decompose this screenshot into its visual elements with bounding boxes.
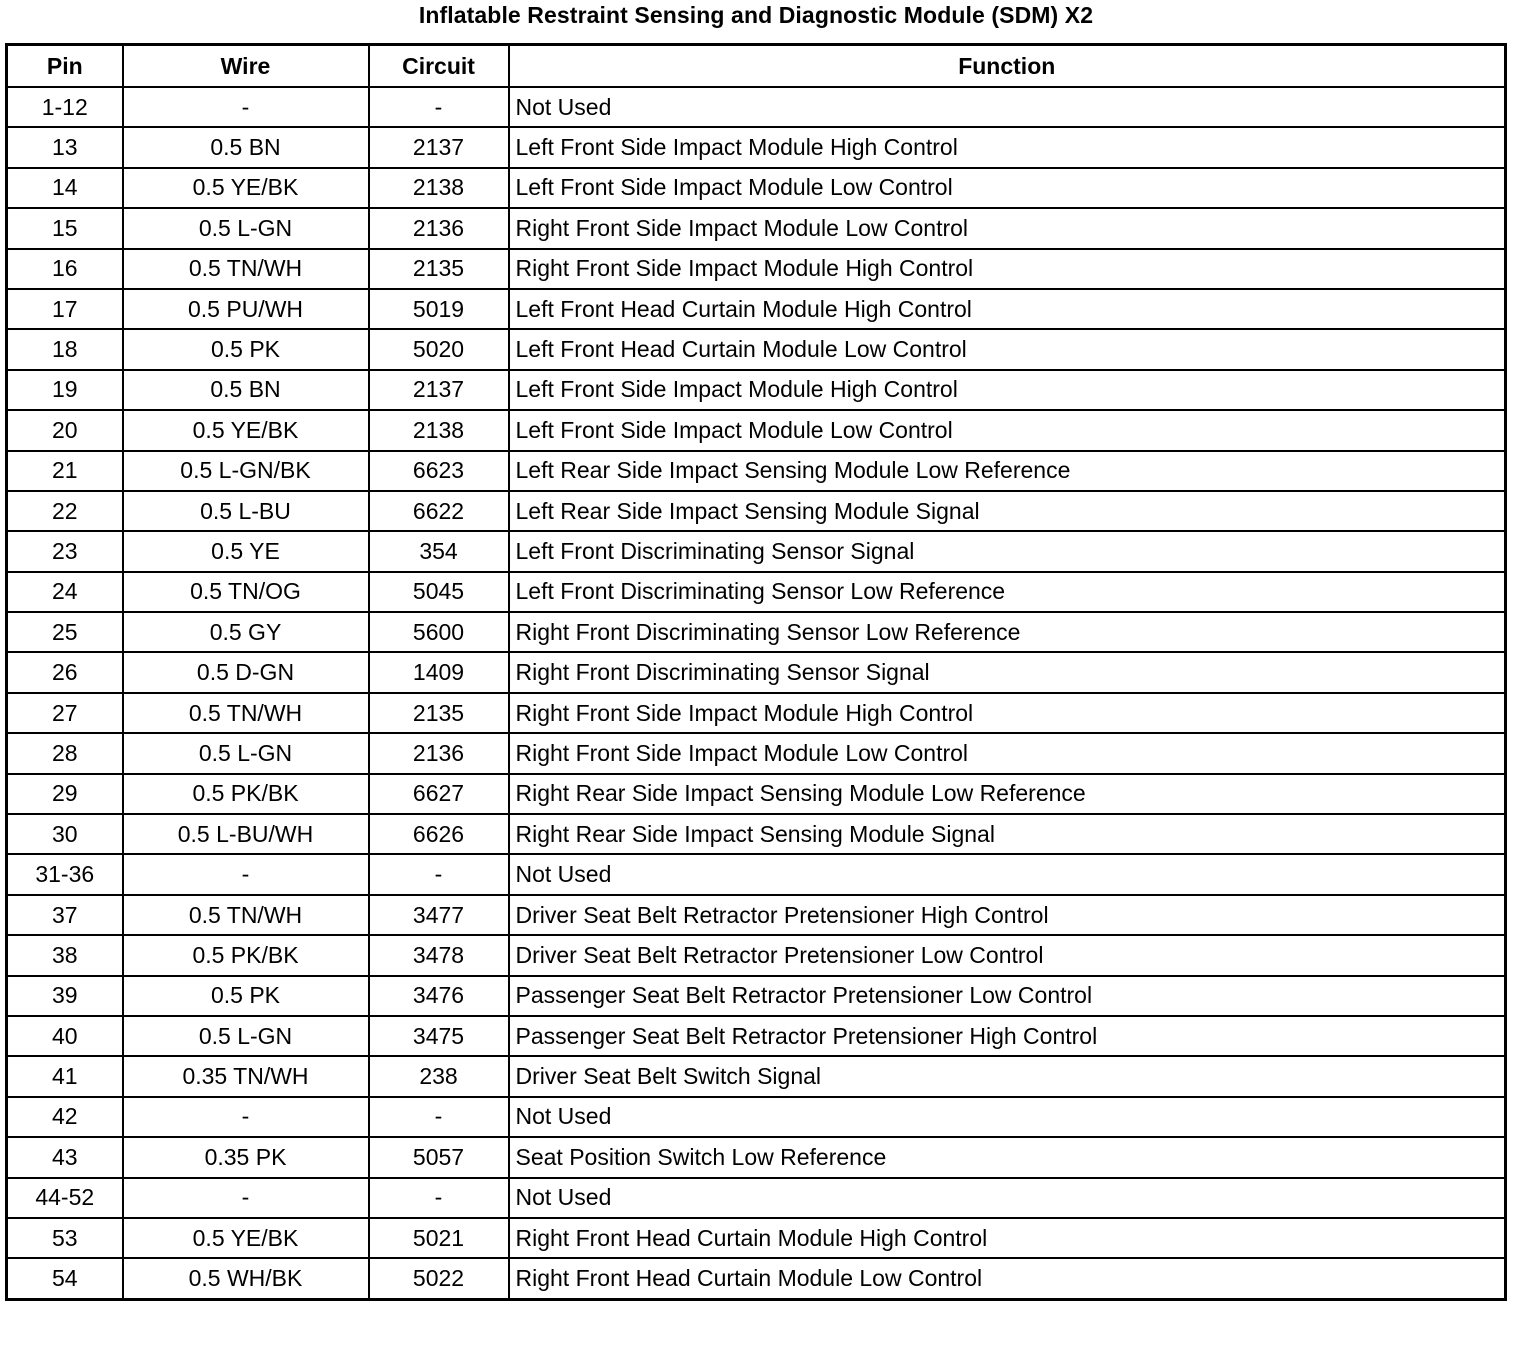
cell-circuit: 1409 bbox=[369, 652, 509, 692]
table-row bbox=[7, 1178, 1506, 1218]
cell-function: Left Front Side Impact Module Low Control bbox=[509, 410, 1506, 450]
cell-wire: 0.5 BN bbox=[123, 370, 369, 410]
table-row bbox=[7, 451, 1506, 491]
cell-wire: 0.5 D-GN bbox=[123, 652, 369, 692]
cell-circuit: 5057 bbox=[369, 1137, 509, 1177]
cell-wire: 0.5 L-GN bbox=[123, 208, 369, 248]
cell-circuit: - bbox=[369, 1178, 509, 1218]
cell-pin: 41 bbox=[7, 1056, 123, 1096]
cell-wire: - bbox=[123, 854, 369, 894]
cell-circuit: 5600 bbox=[369, 612, 509, 652]
cell-function: Passenger Seat Belt Retractor Pretensioner High Control bbox=[509, 1016, 1506, 1056]
cell-wire: 0.5 L-GN/BK bbox=[123, 451, 369, 491]
cell-wire: 0.5 TN/WH bbox=[123, 693, 369, 733]
cell-pin: 25 bbox=[7, 612, 123, 652]
table-row bbox=[7, 854, 1506, 894]
table-row bbox=[7, 572, 1506, 612]
cell-circuit: 2136 bbox=[369, 733, 509, 773]
table-row bbox=[7, 127, 1506, 167]
header-pin: Pin bbox=[7, 45, 123, 88]
table-row bbox=[7, 895, 1506, 935]
cell-circuit: 3475 bbox=[369, 1016, 509, 1056]
cell-function: Right Front Side Impact Module High Control bbox=[509, 249, 1506, 289]
cell-circuit: 2137 bbox=[369, 370, 509, 410]
cell-function: Left Front Head Curtain Module High Control bbox=[509, 289, 1506, 329]
cell-wire: 0.5 YE bbox=[123, 531, 369, 571]
cell-function: Right Front Side Impact Module Low Control bbox=[509, 208, 1506, 248]
table-header bbox=[7, 45, 1506, 88]
cell-pin: 29 bbox=[7, 774, 123, 814]
cell-pin: 20 bbox=[7, 410, 123, 450]
cell-circuit: 5021 bbox=[369, 1218, 509, 1258]
cell-wire: 0.5 YE/BK bbox=[123, 1218, 369, 1258]
cell-circuit: 6626 bbox=[369, 814, 509, 854]
cell-circuit: 3478 bbox=[369, 935, 509, 975]
cell-pin: 18 bbox=[7, 329, 123, 369]
table-row bbox=[7, 168, 1506, 208]
cell-pin: 31-36 bbox=[7, 854, 123, 894]
cell-pin: 13 bbox=[7, 127, 123, 167]
cell-pin: 23 bbox=[7, 531, 123, 571]
cell-wire: 0.5 BN bbox=[123, 127, 369, 167]
cell-wire: 0.5 L-BU/WH bbox=[123, 814, 369, 854]
table-row bbox=[7, 1016, 1506, 1056]
cell-function: Left Front Side Impact Module Low Control bbox=[509, 168, 1506, 208]
cell-wire: 0.5 PU/WH bbox=[123, 289, 369, 329]
cell-function: Right Front Discriminating Sensor Signal bbox=[509, 652, 1506, 692]
table-row bbox=[7, 249, 1506, 289]
cell-wire: 0.5 TN/WH bbox=[123, 895, 369, 935]
cell-wire: 0.5 PK bbox=[123, 329, 369, 369]
cell-circuit: - bbox=[369, 1097, 509, 1137]
cell-pin: 53 bbox=[7, 1218, 123, 1258]
cell-wire: 0.5 L-GN bbox=[123, 1016, 369, 1056]
cell-pin: 28 bbox=[7, 733, 123, 773]
cell-function: Right Front Side Impact Module High Control bbox=[509, 693, 1506, 733]
cell-wire: 0.5 YE/BK bbox=[123, 410, 369, 450]
cell-function: Right Rear Side Impact Sensing Module Low Reference bbox=[509, 774, 1506, 814]
cell-pin: 17 bbox=[7, 289, 123, 329]
cell-wire: 0.5 TN/OG bbox=[123, 572, 369, 612]
cell-pin: 16 bbox=[7, 249, 123, 289]
table-row bbox=[7, 733, 1506, 773]
cell-wire: 0.5 PK/BK bbox=[123, 774, 369, 814]
table-row bbox=[7, 370, 1506, 410]
cell-wire: - bbox=[123, 87, 369, 127]
cell-circuit: 2136 bbox=[369, 208, 509, 248]
cell-pin: 42 bbox=[7, 1097, 123, 1137]
cell-wire: 0.5 TN/WH bbox=[123, 249, 369, 289]
cell-circuit: 5019 bbox=[369, 289, 509, 329]
table-body bbox=[7, 87, 1506, 1299]
cell-pin: 40 bbox=[7, 1016, 123, 1056]
table-row bbox=[7, 935, 1506, 975]
header-wire: Wire bbox=[123, 45, 369, 88]
cell-pin: 15 bbox=[7, 208, 123, 248]
cell-function: Left Front Side Impact Module High Control bbox=[509, 370, 1506, 410]
cell-circuit: 2138 bbox=[369, 410, 509, 450]
cell-function: Driver Seat Belt Switch Signal bbox=[509, 1056, 1506, 1096]
cell-circuit: 6623 bbox=[369, 451, 509, 491]
table-row bbox=[7, 1258, 1506, 1299]
page-title: Inflatable Restraint Sensing and Diagnostic Module (SDM) X2 bbox=[418, 2, 1094, 28]
cell-function: Right Front Discriminating Sensor Low Reference bbox=[509, 612, 1506, 652]
table-row bbox=[7, 1218, 1506, 1258]
table-row bbox=[7, 410, 1506, 450]
cell-wire: 0.5 PK bbox=[123, 976, 369, 1016]
cell-function: Driver Seat Belt Retractor Pretensioner Low Control bbox=[509, 935, 1506, 975]
cell-wire: - bbox=[123, 1097, 369, 1137]
cell-function: Not Used bbox=[509, 1178, 1506, 1218]
cell-circuit: 6627 bbox=[369, 774, 509, 814]
cell-function: Left Front Discriminating Sensor Signal bbox=[509, 531, 1506, 571]
table-row bbox=[7, 531, 1506, 571]
cell-circuit: 5045 bbox=[369, 572, 509, 612]
cell-pin: 30 bbox=[7, 814, 123, 854]
cell-circuit: 6622 bbox=[369, 491, 509, 531]
cell-circuit: 3476 bbox=[369, 976, 509, 1016]
cell-function: Left Rear Side Impact Sensing Module Signal bbox=[509, 491, 1506, 531]
cell-pin: 26 bbox=[7, 652, 123, 692]
cell-wire: 0.5 WH/BK bbox=[123, 1258, 369, 1299]
cell-function: Passenger Seat Belt Retractor Pretensioner Low Control bbox=[509, 976, 1506, 1016]
cell-circuit: 5020 bbox=[369, 329, 509, 369]
cell-circuit: 5022 bbox=[369, 1258, 509, 1299]
cell-circuit: 354 bbox=[369, 531, 509, 571]
table-row bbox=[7, 652, 1506, 692]
cell-circuit: 2137 bbox=[369, 127, 509, 167]
table-row bbox=[7, 87, 1506, 127]
cell-function: Left Front Head Curtain Module Low Control bbox=[509, 329, 1506, 369]
cell-pin: 27 bbox=[7, 693, 123, 733]
cell-pin: 22 bbox=[7, 491, 123, 531]
cell-circuit: - bbox=[369, 854, 509, 894]
cell-pin: 24 bbox=[7, 572, 123, 612]
cell-circuit: 3477 bbox=[369, 895, 509, 935]
table-row bbox=[7, 289, 1506, 329]
cell-pin: 38 bbox=[7, 935, 123, 975]
table-row bbox=[7, 814, 1506, 854]
cell-wire: - bbox=[123, 1178, 369, 1218]
table-row bbox=[7, 1097, 1506, 1137]
table-row bbox=[7, 693, 1506, 733]
cell-function: Left Rear Side Impact Sensing Module Low Reference bbox=[509, 451, 1506, 491]
cell-function: Left Front Discriminating Sensor Low Reference bbox=[509, 572, 1506, 612]
cell-wire: 0.35 TN/WH bbox=[123, 1056, 369, 1096]
table-row bbox=[7, 774, 1506, 814]
cell-pin: 21 bbox=[7, 451, 123, 491]
cell-function: Not Used bbox=[509, 87, 1506, 127]
header-function: Function bbox=[509, 45, 1506, 88]
cell-circuit: 2135 bbox=[369, 693, 509, 733]
header-circuit: Circuit bbox=[369, 45, 509, 88]
cell-pin: 1-12 bbox=[7, 87, 123, 127]
cell-function: Right Front Head Curtain Module Low Control bbox=[509, 1258, 1506, 1299]
cell-circuit: - bbox=[369, 87, 509, 127]
cell-pin: 44-52 bbox=[7, 1178, 123, 1218]
cell-pin: 14 bbox=[7, 168, 123, 208]
cell-wire: 0.5 GY bbox=[123, 612, 369, 652]
pinout-table bbox=[5, 43, 1507, 1301]
cell-function: Right Front Head Curtain Module High Control bbox=[509, 1218, 1506, 1258]
cell-pin: 43 bbox=[7, 1137, 123, 1177]
cell-pin: 54 bbox=[7, 1258, 123, 1299]
table-row bbox=[7, 1137, 1506, 1177]
cell-circuit: 238 bbox=[369, 1056, 509, 1096]
cell-wire: 0.5 PK/BK bbox=[123, 935, 369, 975]
cell-circuit: 2138 bbox=[369, 168, 509, 208]
cell-function: Driver Seat Belt Retractor Pretensioner High Control bbox=[509, 895, 1506, 935]
table-row bbox=[7, 1056, 1506, 1096]
header-row bbox=[7, 45, 1506, 88]
cell-function: Left Front Side Impact Module High Control bbox=[509, 127, 1506, 167]
table-row bbox=[7, 491, 1506, 531]
cell-function: Seat Position Switch Low Reference bbox=[509, 1137, 1506, 1177]
table-row bbox=[7, 976, 1506, 1016]
cell-function: Not Used bbox=[509, 1097, 1506, 1137]
cell-wire: 0.35 PK bbox=[123, 1137, 369, 1177]
cell-circuit: 2135 bbox=[369, 249, 509, 289]
cell-function: Not Used bbox=[509, 854, 1506, 894]
cell-pin: 37 bbox=[7, 895, 123, 935]
cell-wire: 0.5 L-BU bbox=[123, 491, 369, 531]
cell-wire: 0.5 L-GN bbox=[123, 733, 369, 773]
cell-function: Right Rear Side Impact Sensing Module Signal bbox=[509, 814, 1506, 854]
cell-wire: 0.5 YE/BK bbox=[123, 168, 369, 208]
cell-pin: 39 bbox=[7, 976, 123, 1016]
cell-function: Right Front Side Impact Module Low Control bbox=[509, 733, 1506, 773]
table-row bbox=[7, 329, 1506, 369]
table-row bbox=[7, 612, 1506, 652]
table-row bbox=[7, 208, 1506, 248]
cell-pin: 19 bbox=[7, 370, 123, 410]
